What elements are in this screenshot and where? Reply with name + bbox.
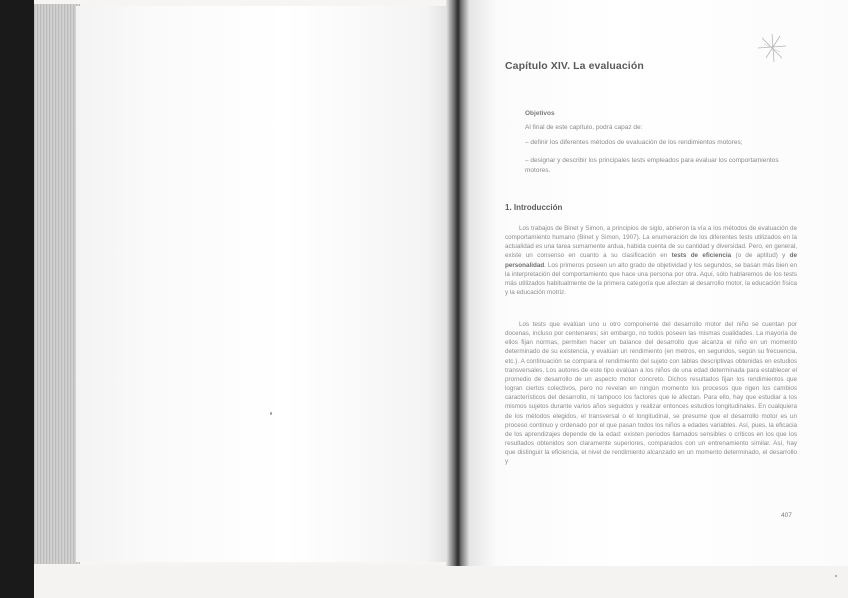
objective-item: – definir los diferentes métodos de evaluación de los rendimientos motores;: [525, 139, 743, 146]
pencil-scribble-icon: [752, 28, 792, 68]
paragraph-text: (o de aptitud) y: [735, 252, 786, 260]
body-paragraph: [505, 224, 797, 297]
objective-item: – designar y describir los principales tests empleados para evaluar los comportamientos motores.: [525, 157, 779, 174]
page-number: 407: [781, 512, 792, 519]
objectives-intro: Al final de este capítulo, podrá capaz de:: [525, 124, 643, 131]
bold-term: de personalidad: [505, 252, 798, 269]
scan-dark-edge: [0, 0, 34, 598]
scan-bottom-margin: [0, 565, 848, 598]
scan-speck: [270, 412, 272, 415]
objectives-heading: Objetivos: [525, 110, 555, 117]
chapter-title: Capítulo XIV. La evaluación: [505, 60, 644, 72]
paragraph-text: . Los primeros poseen un alto grado de objetividad y los segundos, se basan más bien en la interpretación del comportamiento que hace una persona por otra. Aquí, sólo hablaremos de los tests más utilizados habitualmente de la primera categoría que afectan al desarrollo motor, la educación física y la educación motriz.: [505, 261, 797, 297]
scan-speck: [835, 575, 837, 577]
section-title: 1. Introducción: [505, 203, 563, 212]
bold-term: tests de eficiencia: [671, 252, 732, 260]
book-page-edges: [34, 4, 80, 564]
paragraph-text: Los trabajos de Binet y Simon, a principios de siglo, abrieron la vía a los métodos de evaluación de comportamiento humano (Binet y Simon, 1907). La enumeración de los diferentes tests utilizados en la actualidad es una tarea sumamente ardua, habida cuenta de su cantidad y diversidad. Pero, en general, existe un consenso en cuanto a su clasificación en: [505, 225, 797, 260]
left-page-blank: [76, 6, 458, 562]
body-paragraph: Los tests que evalúan uno u otro componente del desarrollo motor del niño se cuentan por docenas, incluso por centenares; sin embargo, no todos poseen las mismas cualidades. La mayoría de ellos fijan normas, permiten hacer un balance del desarrollo que alcanza el niño en un momento determinado de su existencia, y evalúan un rendimiento (en metros, en segundos, según su frecuencia, etc.). A continuación se compara el rendimiento del sujeto con tablas descriptivas obtenidas en estudios transversales. Los autores de este tipo evalúan a los niños de una edad determinada para establecer el promedio de desarrollo de un aspecto motor concreto. Dichos resultados fijan los rendimientos que logran ciertos colectivos, pero no revelan en ningún momento los procesos que rigen los cambios característicos del desarrollo, ni tampoco los factores que le afectan. Para ello, hay que estudiar a los mismos sujetos durante varios años seguidos y realizar entonces estudios longitudinales. En cualquiera de los métodos elegidos, el transversal o el longitudinal, se presume que el desarrollo motor es un proceso continuo y ordenado por el que pasan todos los niños a edades variables. Así, pues, la eficacia de los aprendizajes depende de la edad: existen periodos llamados sensibles o críticos en los que los resultados obtenidos son claramente superiores, comparados con un entrenamiento similar. Así, hay que distinguir la eficiencia, el nivel de rendimiento alcanzado en un momento determinado, el desarrollo y: [505, 321, 797, 466]
book-gutter: [446, 0, 470, 566]
